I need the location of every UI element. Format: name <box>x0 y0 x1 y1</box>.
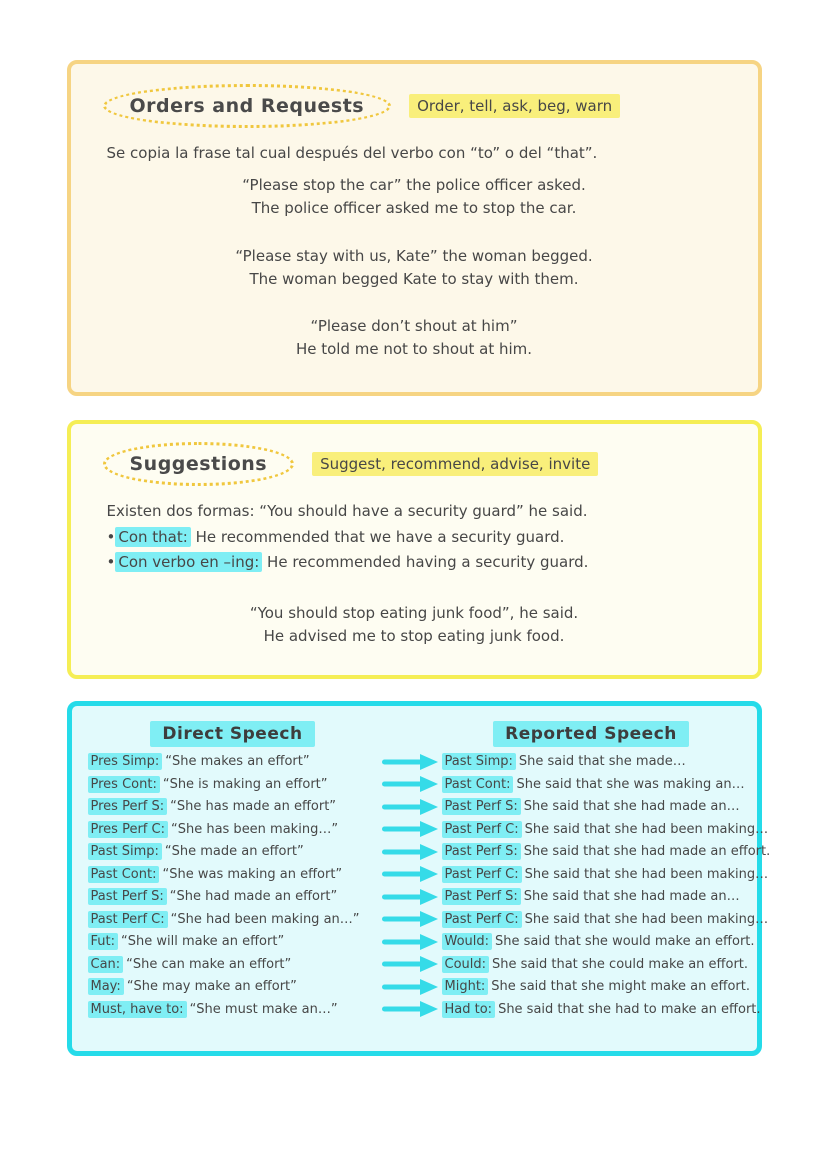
reported-text: She said that she had been making… <box>524 821 769 837</box>
direct-speech-cell <box>88 1002 378 1017</box>
bullet-dot: • <box>106 552 116 571</box>
tense-label: Past Perf S: <box>442 798 521 815</box>
example-line: “Please stay with us, Kate” the woman begged. <box>235 246 593 265</box>
reported-speech-cell <box>442 822 769 837</box>
tense-label: Past Simp: <box>88 843 162 860</box>
table-row <box>88 776 745 792</box>
orders-intro: Se copia la frase tal cual después del verbo con “to” o del “that”. <box>106 144 598 162</box>
example-line: He advised me to stop eating junk food. <box>263 627 565 646</box>
reported-speech-cell <box>442 867 769 882</box>
reported-speech-cell <box>442 844 771 859</box>
orders-verbs-highlight: Order, tell, ask, beg, warn <box>409 94 620 118</box>
example-pair <box>103 174 726 221</box>
tense-label: May: <box>88 978 124 995</box>
reported-speech-cell <box>442 889 741 904</box>
bullet-item <box>107 551 726 574</box>
direct-speech-cell <box>88 822 378 837</box>
direct-speech-cell <box>88 957 378 972</box>
tense-label: Past Perf C: <box>442 866 522 883</box>
reported-speech-cell <box>442 934 755 949</box>
table-row <box>88 934 755 950</box>
reported-speech-cell <box>442 912 769 927</box>
tense-label: Past Perf C: <box>88 911 168 928</box>
direct-text: “She had been making an…” <box>170 911 360 927</box>
example-pair <box>103 315 726 362</box>
tense-label: Pres Cont: <box>88 776 160 793</box>
reported-text: She said that she had made an… <box>523 799 740 814</box>
orders-title-row <box>103 84 726 128</box>
suggestions-title: Suggestions <box>103 442 295 486</box>
direct-text: “She made an effort” <box>164 844 304 859</box>
tense-label: Pres Perf C: <box>88 821 168 838</box>
direct-speech-cell <box>88 912 378 927</box>
direct-text: “She had made an effort” <box>169 889 338 904</box>
orders-requests-box <box>67 60 762 396</box>
orders-examples <box>103 174 726 362</box>
bullet-label: Con verbo en –ing: <box>115 552 262 572</box>
direct-speech-cell <box>88 979 378 994</box>
tense-label: Past Perf S: <box>88 888 167 905</box>
arrow-right-icon <box>378 821 442 837</box>
direct-text: “She will make an effort” <box>120 934 285 949</box>
direct-text: “She must make an…” <box>189 1001 338 1017</box>
direct-text: “She has been making…” <box>170 821 339 837</box>
table-row <box>88 754 741 770</box>
table-row <box>88 956 749 972</box>
tense-label: Must, have to: <box>88 1001 187 1018</box>
suggestions-box <box>67 420 762 679</box>
orders-title: Orders and Requests <box>103 84 392 128</box>
reported-speech-header: Reported Speech <box>442 724 741 744</box>
reported-speech-cell <box>442 957 749 972</box>
reported-text: She said that she might make an effort. <box>491 979 750 994</box>
bullet-label: Con that: <box>115 527 190 547</box>
example-line: “You should stop eating junk food”, he said. <box>249 604 579 622</box>
direct-text: “She may make an effort” <box>126 979 297 994</box>
arrow-right-icon <box>378 934 442 950</box>
arrow-right-icon <box>378 844 442 860</box>
tense-label: Past Cont: <box>88 866 160 883</box>
reported-speech-cell <box>442 1002 761 1017</box>
speech-table-box <box>67 701 771 1056</box>
suggestions-title-row <box>103 442 726 486</box>
tense-label: Past Perf C: <box>442 911 522 928</box>
bullet-text: He recommended having a security guard. <box>262 552 589 571</box>
direct-text: “She is making an effort” <box>162 776 328 792</box>
table-row <box>88 979 750 995</box>
bullet-item <box>107 526 726 549</box>
tense-label: Past Perf S: <box>442 843 521 860</box>
tense-label: Would: <box>442 933 493 950</box>
direct-text: “She has made an effort” <box>170 799 337 814</box>
direct-speech-cell <box>88 867 378 882</box>
example-pair <box>103 245 726 292</box>
direct-speech-cell <box>88 844 378 859</box>
reported-speech-cell <box>442 777 745 792</box>
direct-speech-cell <box>88 889 378 904</box>
header-spacer <box>378 724 442 744</box>
arrow-right-icon <box>378 1001 442 1017</box>
reported-speech-cell <box>442 754 741 769</box>
tense-label: Past Perf C: <box>442 821 522 838</box>
tense-label: Had to: <box>442 1001 496 1018</box>
direct-speech-cell <box>88 934 378 949</box>
arrow-right-icon <box>378 911 442 927</box>
example-line: The police officer asked me to stop the car. <box>251 199 577 218</box>
table-row <box>88 821 769 837</box>
reported-text: She said that she was making an… <box>516 776 745 792</box>
direct-speech-header: Direct Speech <box>88 724 378 744</box>
example-line: “Please stop the car” the police officer asked. <box>242 176 586 194</box>
direct-speech-cell <box>88 799 378 814</box>
table-headers <box>88 724 741 744</box>
suggestions-intro: Existen dos formas: “You should have a security guard” he said. <box>106 501 588 520</box>
tense-label: Could: <box>442 956 490 973</box>
arrow-right-icon <box>378 979 442 995</box>
table-row <box>88 844 771 860</box>
table-row <box>88 889 741 905</box>
reported-text: She said that she could make an effort. <box>492 956 749 972</box>
tense-label: Past Cont: <box>442 776 514 793</box>
arrow-right-icon <box>378 866 442 882</box>
reported-text: She said that she had to make an effort. <box>498 1001 761 1017</box>
arrow-right-icon <box>378 754 442 770</box>
tense-label: Past Simp: <box>442 753 516 770</box>
direct-speech-cell <box>88 777 378 792</box>
reported-text: She said that she had made an… <box>523 889 740 904</box>
arrow-right-icon <box>378 889 442 905</box>
arrow-right-icon <box>378 776 442 792</box>
tense-label: Pres Perf S: <box>88 798 168 815</box>
reported-text: She said that she had made an effort. <box>523 844 771 859</box>
suggestions-bullets <box>107 526 726 575</box>
direct-text: “She makes an effort” <box>165 754 310 769</box>
tense-label: Can: <box>88 956 124 973</box>
direct-text: “She can make an effort” <box>126 956 292 972</box>
tense-label: Might: <box>442 978 489 995</box>
arrow-right-icon <box>378 956 442 972</box>
example-line: “Please don’t shout at him” <box>310 317 518 335</box>
reported-text: She said that she made… <box>518 754 686 769</box>
example-line: The woman begged Kate to stay with them. <box>249 269 579 288</box>
reported-speech-cell <box>442 799 741 814</box>
bullet-text: He recommended that we have a security guard. <box>190 527 565 546</box>
direct-text: “She was making an effort” <box>162 866 343 882</box>
tense-label: Pres Simp: <box>88 753 163 770</box>
table-row <box>88 1001 761 1017</box>
reported-text: She said that she had been making… <box>524 866 769 882</box>
reported-speech-cell <box>442 979 750 994</box>
table-row <box>88 911 769 927</box>
direct-speech-cell <box>88 754 378 769</box>
suggestions-examples <box>103 602 726 649</box>
tense-label: Fut: <box>88 933 118 950</box>
arrow-right-icon <box>378 799 442 815</box>
example-line: He told me not to shout at him. <box>295 340 533 359</box>
bullet-dot: • <box>106 527 116 546</box>
suggestions-verbs-highlight: Suggest, recommend, advise, invite <box>312 452 598 476</box>
reported-text: She said that she would make an effort. <box>495 934 755 949</box>
tense-label: Past Perf S: <box>442 888 521 905</box>
table-row <box>88 866 769 882</box>
reported-text: She said that she had been making… <box>524 911 769 927</box>
table-row <box>88 799 741 815</box>
